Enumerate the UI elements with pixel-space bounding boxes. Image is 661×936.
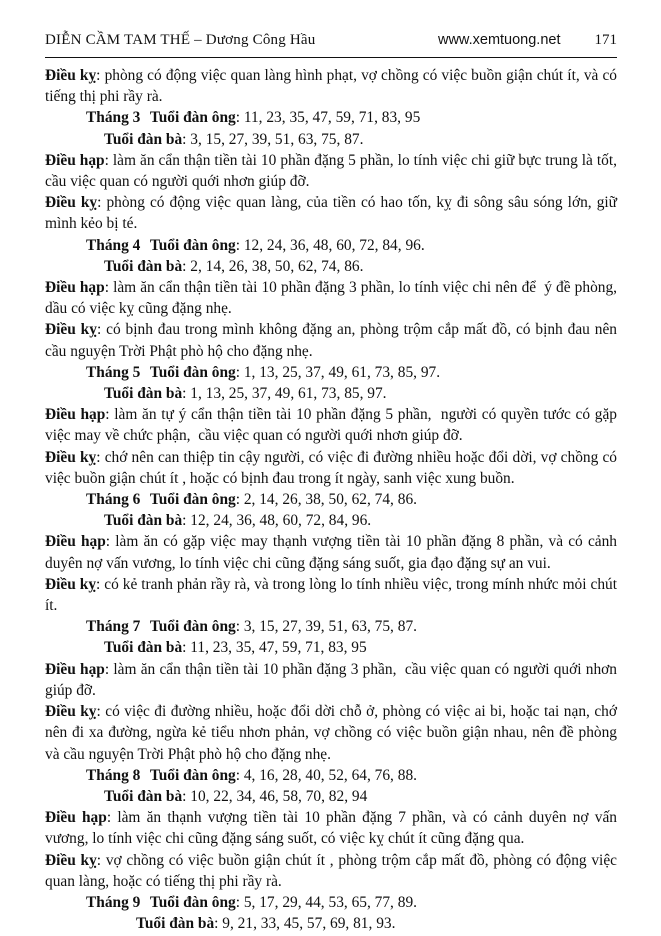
women-age-line [45,637,617,658]
colon-separator: : [214,915,223,933]
dieu-text: vợ chồng có việc buồn giận chút ít , phòng trộm cắp mất đồ, phòng có động việc quan làng, hoặc có tiếng thị phi rầy rà. [45,851,621,890]
men-age-label: Tuổi đàn ông [149,893,236,911]
colon-separator: : [96,67,105,84]
colon-separator: : [235,893,244,911]
men-age-label: Tuổi đàn ông [149,766,236,784]
dieu-paragraph [45,277,621,319]
month-age-line [45,616,617,637]
month-label: Tháng 8 [86,766,141,784]
dieu-text: có bịnh đau trong mình không đặng an, phòng trộm cắp mất đồ, có bịnh đau nên cầu nguyện Trời Phật phò hộ cho đặng nhẹ. [45,321,621,360]
colon-separator: : [105,533,116,551]
women-age-values: 2, 14, 26, 38, 50, 62, 74, 86. [190,257,364,275]
women-age-line [45,510,617,531]
men-age-label: Tuổi đàn ông [149,491,236,509]
colon-separator: : [106,809,118,827]
women-age-label: Tuổi đàn bà [104,385,183,403]
book-title: DIỄN CẦM TAM THẾ – Dương Công Hầu [45,32,316,48]
colon-separator: : [182,639,191,657]
men-age-label: Tuổi đàn ông [149,618,236,636]
dieu-paragraph [45,447,621,489]
colon-separator: : [96,703,106,721]
dieu-label: Điều kỵ [45,851,97,869]
website-url: www.xemtuong.net [437,32,561,48]
month-age-line [45,362,617,383]
dieu-text: làm ăn có gặp việc may thạnh vượng tiền tài 10 phần đặng 8 phần, và có cảnh duyên nợ vấn vương, lo tính việc chi cũng đặng sáng suốt, gia đạo đặng sự an vui. [45,533,621,572]
dieu-label: Điều kỵ [45,67,97,84]
dieu-paragraph [45,150,625,192]
month-label: Tháng 4 [86,236,141,254]
dieu-paragraph [45,574,621,616]
women-age-label: Tuổi đàn bà [104,639,183,657]
dieu-label: Điều kỵ [45,448,97,466]
document-body [45,65,625,934]
dieu-paragraph [45,192,621,234]
women-age-values: 3, 15, 27, 39, 51, 63, 75, 87. [190,130,364,148]
dieu-label: Điều hạp [45,809,107,827]
dieu-label: Điều hạp [45,151,105,169]
colon-separator: : [96,851,106,869]
dieu-paragraph [45,850,621,892]
dieu-text: chớ nên can thiệp tin cậy người, có việc đi đường nhiều hoặc đổi dời, vợ chồng có việc buồn giận chút ít , hoặc có bịnh đau trong ít ngày, sanh việc xung buồn. [45,448,621,487]
dieu-paragraph [45,65,621,107]
dieu-label: Điều kỵ [45,194,98,212]
men-age-label: Tuổi đàn ông [149,109,236,127]
dieu-paragraph [45,531,621,573]
women-age-label: Tuổi đàn bà [104,787,183,805]
month-age-line [45,107,617,128]
colon-separator: : [235,109,244,127]
men-age-values: 4, 16, 28, 40, 52, 64, 76, 88. [243,766,417,784]
women-age-values: 9, 21, 33, 45, 57, 69, 81, 93. [222,915,396,933]
men-age-values: 12, 24, 36, 48, 60, 72, 84, 96. [243,236,425,254]
women-age-label: Tuổi đàn bà [104,257,183,275]
colon-separator: : [96,321,107,339]
colon-separator: : [96,575,105,593]
men-age-label: Tuổi đàn ông [149,363,236,381]
header-divider [45,57,617,58]
month-label: Tháng 3 [86,109,141,127]
colon-separator: : [235,363,244,381]
dieu-text: có việc đi đường nhiều, hoặc đổi dời chỗ ở, phòng có việc ai bi, hoặc tai nạn, chớ nên đi xa đường, ngừa kẻ tiểu nhơn phản, vợ chồng có việc buồn giận nhau, nên đề phòng và cầu nguyện Trời Phật phò hộ cho đặng nhẹ. [45,703,621,763]
colon-separator: : [235,491,244,509]
month-age-line [45,892,617,913]
dieu-text: phòng có động việc quan làng hình phạt, vợ chồng có việc buồn giận chút ít, và có tiếng thị phi rầy rà. [45,67,621,106]
women-age-line [45,256,617,277]
dieu-paragraph [45,701,621,765]
colon-separator: : [104,660,114,678]
women-age-label: Tuổi đàn bà [104,512,183,530]
dieu-text: làm ăn thạnh vượng tiền tài 10 phần đặng 7 phần, và có cảnh duyên nợ vấn vương, lo tính việc chi cũng đặng sáng suốt, có việc kỵ chút ít cũng đặng qua. [45,809,621,848]
colon-separator: : [97,194,107,212]
colon-separator: : [96,448,105,466]
men-age-values: 2, 14, 26, 38, 50, 62, 74, 86. [243,491,417,509]
women-age-line [45,383,617,404]
month-age-line [45,489,617,510]
dieu-label: Điều hạp [45,533,106,551]
dieu-label: Điều kỵ [45,703,97,721]
men-age-values: 3, 15, 27, 39, 51, 63, 75, 87. [243,618,417,636]
women-age-values: 1, 13, 25, 37, 49, 61, 73, 85, 97. [190,385,387,403]
dieu-label: Điều kỵ [45,575,97,593]
men-age-values: 11, 23, 35, 47, 59, 71, 83, 95 [243,109,421,127]
colon-separator: : [182,130,191,148]
month-age-line [45,765,617,786]
women-age-values: 11, 23, 35, 47, 59, 71, 83, 95 [190,639,367,657]
women-age-line [45,913,617,934]
dieu-label: Điều hạp [45,406,106,424]
colon-separator: : [235,766,244,784]
women-age-label: Tuổi đàn bà [136,915,215,933]
dieu-text: làm ăn cẩn thận tiền tài 10 phần đặng 5 phần, lo tính việc chi giữ bực trung là tốt, cầu việc quan có người quới nhơn giúp đỡ. [45,151,625,191]
month-label: Tháng 5 [86,363,141,381]
dieu-label: Điều hạp [45,279,105,297]
month-age-line [45,235,617,256]
women-age-label: Tuổi đàn bà [104,130,183,148]
colon-separator: : [182,787,191,805]
colon-separator: : [104,279,114,297]
dieu-label: Điều kỵ [45,321,97,339]
page-header [45,30,617,50]
dieu-text: làm ăn cẩn thận tiền tài 10 phần đặng 3 phần, lo tính việc chi nên để ý đề phòng, dầu có việc kỵ cũng đặng nhẹ. [45,279,621,318]
colon-separator: : [182,385,191,403]
colon-separator: : [182,257,191,275]
men-age-values: 5, 17, 29, 44, 53, 65, 77, 89. [243,893,417,911]
men-age-values: 1, 13, 25, 37, 49, 61, 73, 85, 97. [243,363,441,381]
colon-separator: : [182,512,191,530]
dieu-text: làm ăn tự ý cẩn thận tiền tài 10 phần đặng 5 phần, người có quyền tước có gặp việc may về chức phận, cầu việc quan có người quới nhơn giúp đỡ. [45,406,621,445]
dieu-paragraph [45,807,621,849]
dieu-paragraph [45,319,621,361]
colon-separator: : [235,618,244,636]
page-number: 171 [594,32,617,48]
header-right [438,30,617,50]
month-label: Tháng 9 [86,893,141,911]
dieu-text: phòng có động việc quan làng, của tiền có hao tốn, kỵ đi sông sâu sóng lớn, giữ mình kẻo bị té. [45,194,621,233]
women-age-line [45,786,617,807]
dieu-text: làm ăn cẩn thận tiền tài 10 phần đặng 3 phần, cầu việc quan có người quới nhơn giúp đỡ. [45,660,621,699]
women-age-values: 10, 22, 34, 46, 58, 70, 82, 94 [190,787,368,805]
dieu-paragraph [45,404,621,446]
women-age-line [45,129,617,150]
men-age-label: Tuổi đàn ông [149,236,236,254]
women-age-values: 12, 24, 36, 48, 60, 72, 84, 96. [190,512,372,530]
dieu-text: có kẻ tranh phản rầy rà, và trong lòng lo tính nhiều việc, trong mính nhức mỏi chút ít. [45,575,621,615]
month-label: Tháng 7 [86,618,141,636]
colon-separator: : [105,406,115,424]
colon-separator: : [104,151,113,169]
dieu-label: Điều hạp [45,660,105,678]
colon-separator: : [235,236,244,254]
dieu-paragraph [45,659,621,701]
month-label: Tháng 6 [86,491,141,509]
